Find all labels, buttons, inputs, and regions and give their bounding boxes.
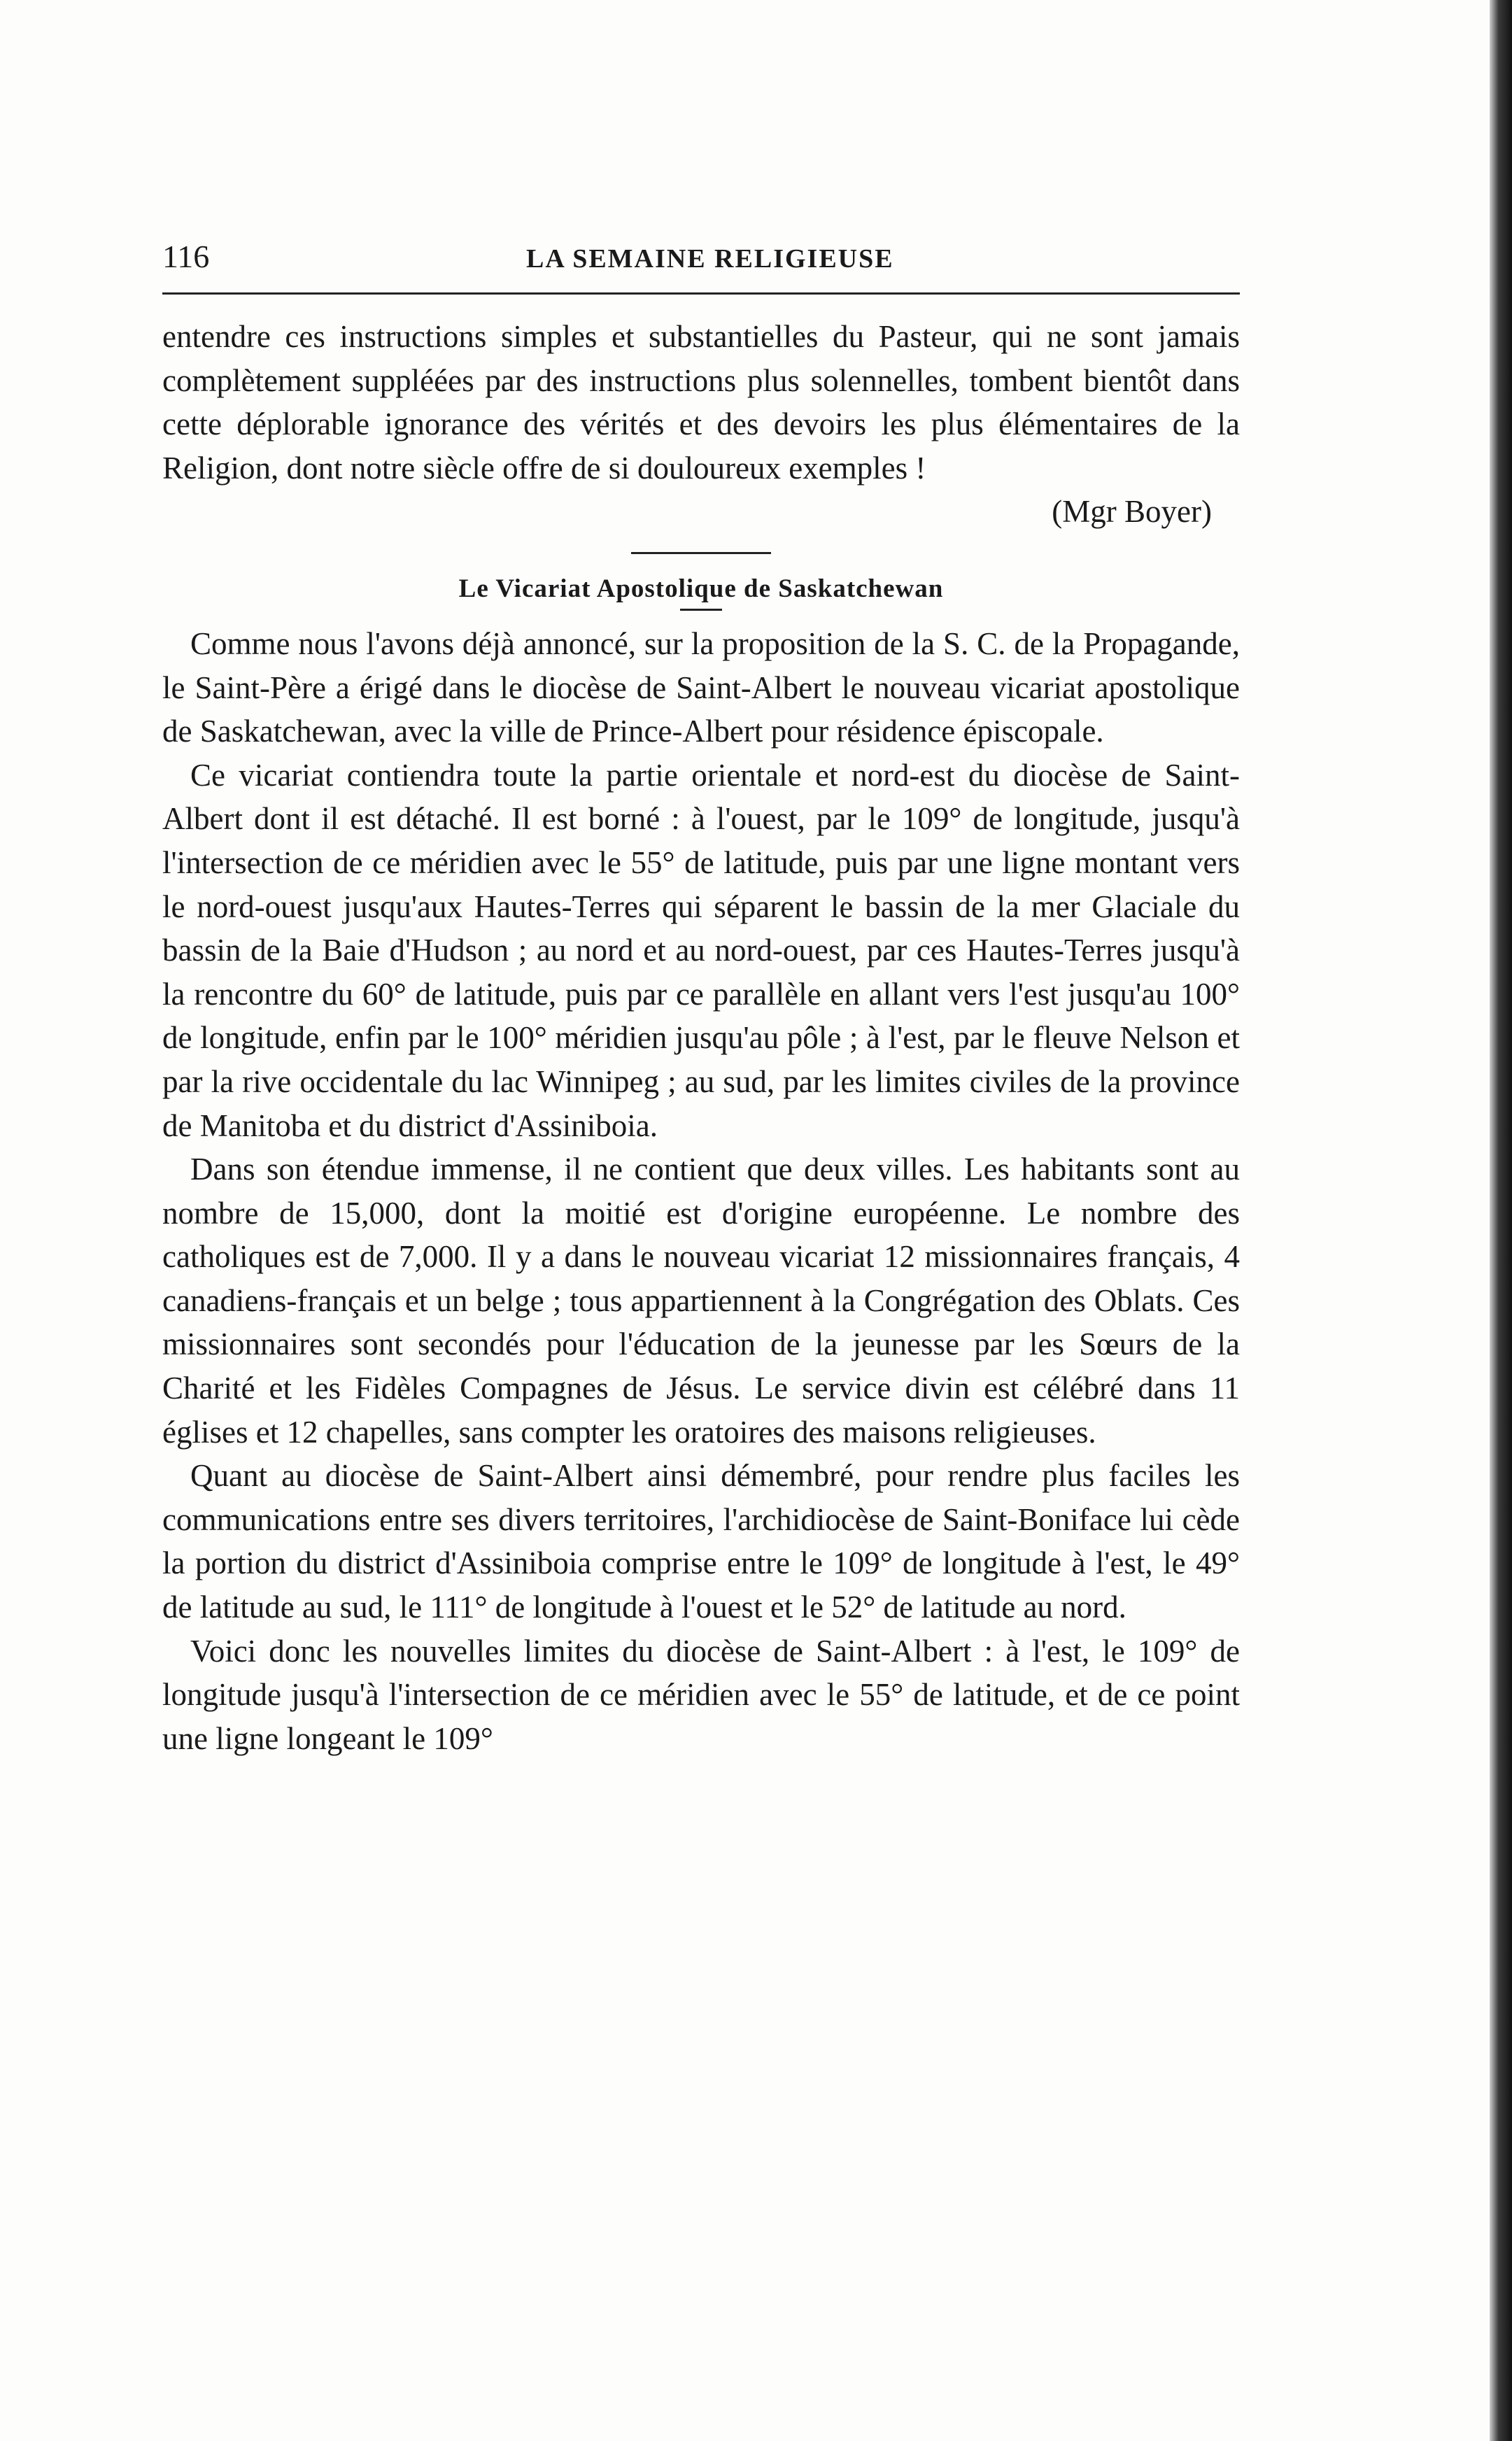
page-number: 116 (162, 239, 210, 274)
title-underline (680, 609, 722, 611)
article-paragraph: Comme nous l'avons déjà annoncé, sur la proposition de la S. C. de la Propagande, le Saint-Père a érigé dans le diocèse de Saint-Albert le nouveau vicariat apostolique de Saskatchewan, avec la ville de Prince-Albert pour résidence épiscopale. (162, 625, 1240, 749)
header-rule (162, 292, 1240, 295)
book-spine-edge (1490, 0, 1512, 2441)
page-header (162, 238, 1240, 287)
article-title: Le Vicariat Apostolique de Saskatchewan (458, 574, 944, 603)
article-paragraph: Ce vicariat contiendra toute la partie orientale et nord-est du diocèse de Saint-Albert dont il est détaché. Il est borné : à l'ouest, par le 109° de longitude, jusqu'à l'intersection de ce méridien avec le 55° de latitude, puis par une ligne montant vers le nord-ouest jusqu'aux Hautes-Terres qui séparent le bassin de la mer Glaciale du bassin de la Baie d'Hudson ; au nord et au nord-ouest, par ces Hautes-Terres jusqu'à la rencontre du 60° de latitude, puis par ce parallèle en allant vers l'est jusqu'au 100° de longitude, enfin par le 100° méridien jusqu'au pôle ; à l'est, par le fleuve Nelson et par la rive occidentale du lac Winnipeg ; au sud, par les limites civiles de la province de Manitoba et du district d'Assiniboia. (162, 757, 1240, 1143)
continuation-paragraph: entendre ces instructions simples et substantielles du Pasteur, qui ne sont jamais complètement suppléées par des instructions plus solennelles, tombent bientôt dans cette déplorable ignorance des vérités et des devoirs les plus élémentaires de la Religion, dont notre siècle offre de si douloureux exemples ! (162, 319, 1240, 486)
signature: (Mgr Boyer) (1052, 494, 1212, 530)
section-divider (631, 552, 771, 554)
body-text (162, 315, 1240, 1760)
running-head: LA SEMAINE RELIGIEUSE (526, 244, 894, 274)
article-paragraph: Dans son étendue immense, il ne contient que deux villes. Les habitants sont au nombre de 15,000, dont la moitié est d'origine européenne. Le nombre des catholiques est de 7,000. Il y a dans le nouveau vicariat 12 missionnaires français, 4 canadiens-français et un belge ; tous appartiennent à la Congrégation des Oblats. Ces missionnaires sont secondés pour l'éducation de la jeunesse par les Sœurs de la Charité et les Fidèles Compagnes de Jésus. Le service divin est célébré dans 11 églises et 12 chapelles, sans compter les oratoires des maisons religieuses. (162, 1152, 1240, 1450)
article-paragraph: Voici donc les nouvelles limites du diocèse de Saint-Albert : à l'est, le 109° de longitude jusqu'à l'intersection de ce méridien avec le 55° de latitude, et de ce point une ligne longeant le 109° (162, 1633, 1240, 1756)
article-paragraph: Quant au diocèse de Saint-Albert ainsi démembré, pour rendre plus faciles les communications entre ses divers territoires, l'archidiocèse de Saint-Boniface lui cède la portion du district d'Assiniboia comprise entre le 109° de longitude à l'est, le 49° de latitude au sud, le 111° de longitude à l'ouest et le 52° de latitude au nord. (162, 1458, 1240, 1625)
